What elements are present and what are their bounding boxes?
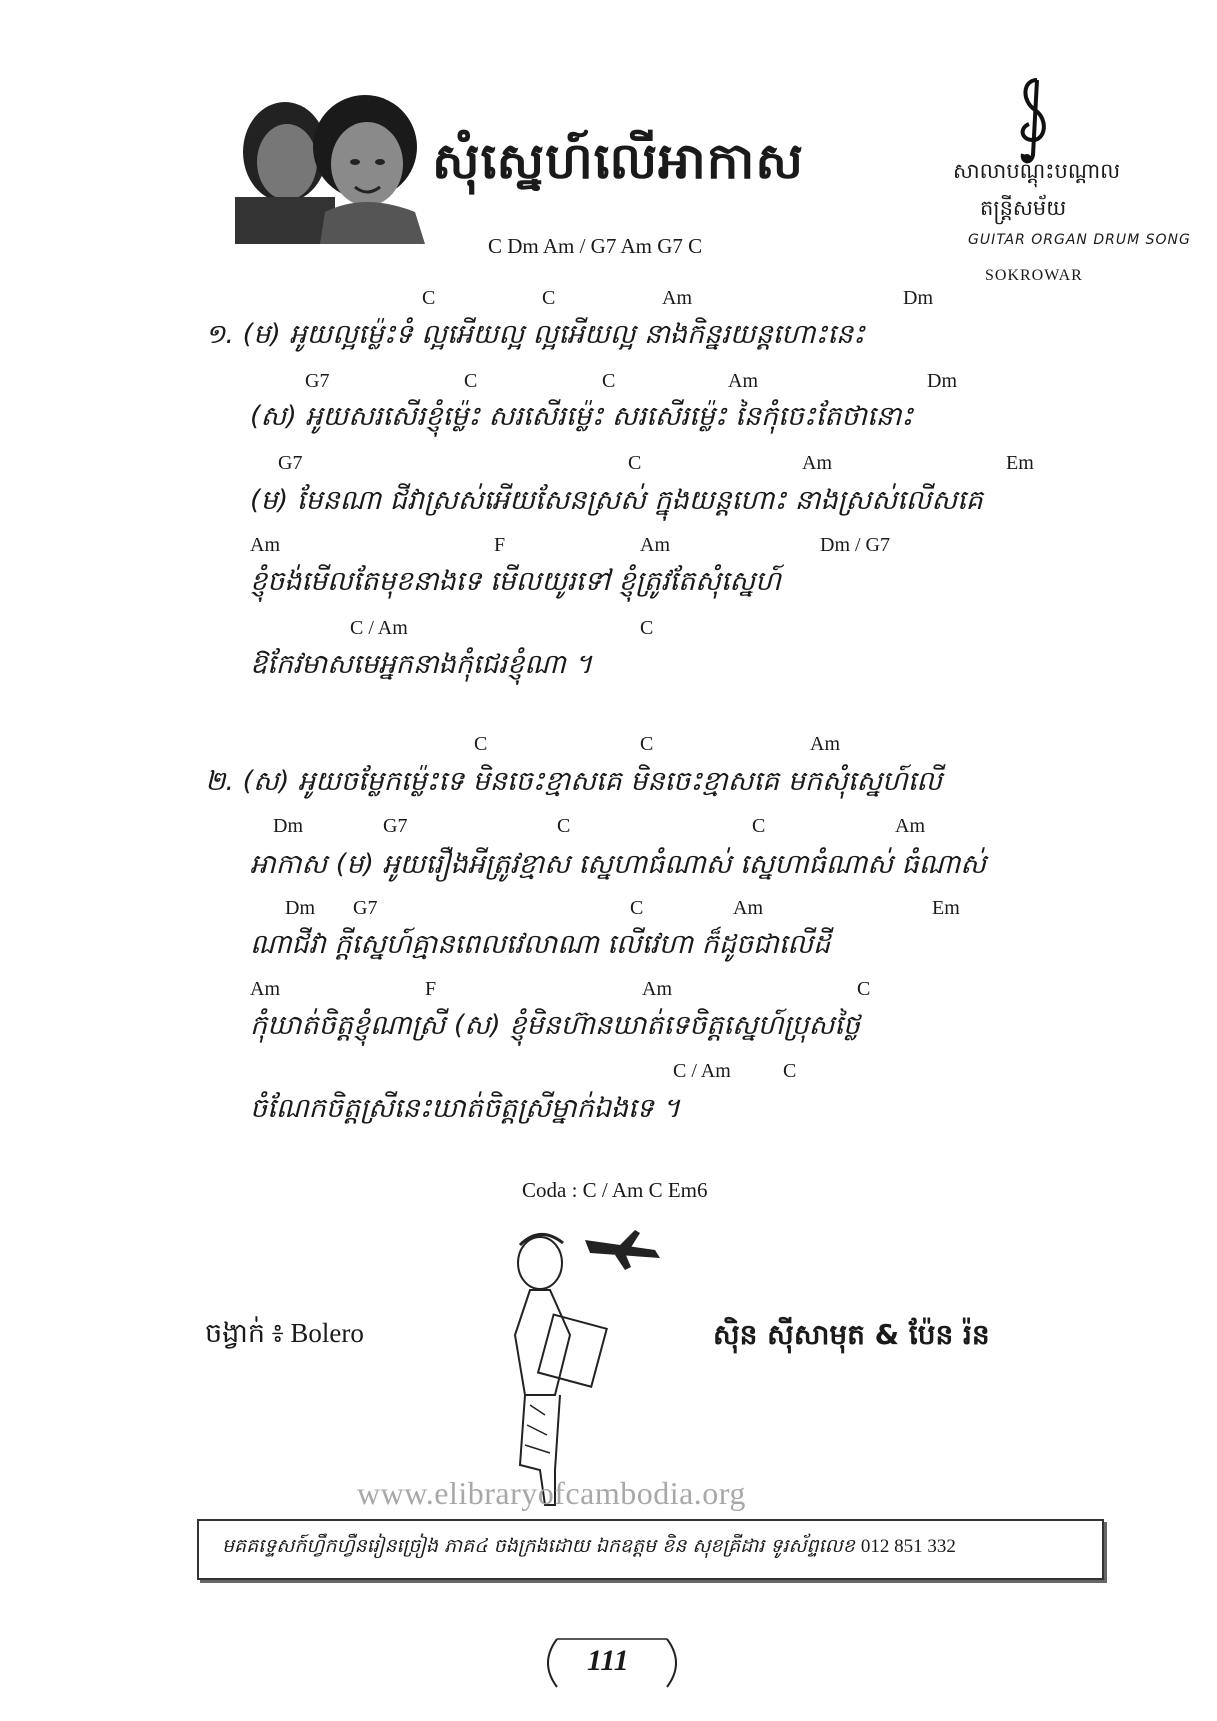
chord: Em [932, 897, 960, 919]
chord: Dm [273, 815, 303, 837]
lyric-line: អាកាស (ម) អូយរឿងអីត្រូវខ្មាស ស្នេហាធំណាស់ ស្នេហាធំណាស់ ធំណាស់ [250, 849, 986, 880]
intro-chords: C Dm Am / G7 Am G7 C [488, 234, 703, 258]
chord: C [752, 815, 766, 837]
chord: C [783, 1060, 797, 1082]
chord: G7 [305, 370, 330, 392]
lyric-line: ណាជីវា ក្តីស្នេហ៍គ្មានពេលវេលាណា លើវេហា ក៏ដូចជាលើដី [250, 929, 831, 960]
chord: C [464, 370, 478, 392]
chord: Am [728, 370, 758, 392]
chord: G7 [383, 815, 408, 837]
lyric-line: ខ្ញុំចង់មើលតែមុខនាងទេ មើលយូរទៅ ខ្ញុំត្រូវតែសុំស្នេហ៍ [250, 566, 781, 597]
chord: Am [250, 534, 280, 556]
coda-chords: Coda : C / Am C Em6 [522, 1178, 708, 1202]
chord: Am [810, 733, 840, 755]
logo-instrument-text: តន្ត្រីសម័យ [980, 196, 1067, 220]
chord: Em [1006, 452, 1034, 474]
lyric-line: ឱកែវមាសមេអ្នកនាងកុំជេរខ្ញុំណា ។ [250, 649, 593, 680]
chord: C [640, 617, 654, 639]
lyric-line: (ម) មែនណា ជីវាស្រស់អើយសែនស្រស់ ក្នុងយន្តហោះ នាងស្រស់លើសគេ [250, 485, 983, 516]
lyric-line: កុំឃាត់ចិត្តខ្ញុំណាស្រី (ស) ខ្ញុំមិនហ៊ានឃាត់ទេចិត្តស្នេហ៍ប្រុសថ្លៃ [250, 1010, 861, 1041]
chord: C [640, 733, 654, 755]
chord: C [422, 287, 436, 309]
chord: G7 [278, 452, 303, 474]
chord: Am [895, 815, 925, 837]
chord: Am [250, 978, 280, 1000]
chord: Dm / G7 [820, 534, 890, 556]
chord: C / Am [350, 617, 408, 639]
chord: F [494, 534, 506, 556]
logo-english-text: GUITAR ORGAN DRUM SONG [968, 232, 1191, 248]
authors: ស៊ិន ស៊ីសាមុត & ប៉ែន រ៉ន [713, 1318, 990, 1351]
footer-credit-text: មគគទ្ទេសក៍ហ្វឹកហ្វឺនរៀនច្រៀង ភាគ៤ ចងក្រងដោយ ឯកឧត្តម ខិន សុខគ្រីដារ ទូរស័ព្ទលេខ [222, 1535, 855, 1557]
chord: C [857, 978, 871, 1000]
chord: C [474, 733, 488, 755]
chord: Am [802, 452, 832, 474]
chord: C [628, 452, 642, 474]
lyric-line: ២. (ស) អូយចម្លែកម៉្លេះទេ មិនចេះខ្មាសគេ មិនចេះខ្មាសគេ មកសុំស្នេហ៍លើ [205, 766, 943, 797]
lyric-line: ចំណែកចិត្តស្រីនេះឃាត់ចិត្តស្រីម្នាក់ឯងទេ ។ [250, 1093, 681, 1124]
chord: C [630, 897, 644, 919]
chord: C / Am [673, 1060, 731, 1082]
footer-phone: 012 851 332 [860, 1536, 956, 1557]
chord: Dm [927, 370, 957, 392]
chord: Dm [285, 897, 315, 919]
chord: Dm [903, 287, 933, 309]
chord: C [602, 370, 616, 392]
stewardess-illustration [485, 1225, 665, 1515]
watermark: www.elibraryofcambodia.org [357, 1475, 746, 1511]
page-number: 111 [587, 1644, 629, 1677]
chord: C [557, 815, 571, 837]
logo-school-name: សាលាបណ្តុះបណ្តាល [953, 159, 1121, 183]
chord: Am [642, 978, 672, 1000]
chord: F [425, 978, 437, 1000]
chord: G7 [353, 897, 378, 919]
chord: C [542, 287, 556, 309]
chord: Am [662, 287, 692, 309]
singers-photo [215, 92, 435, 244]
footer-credit [222, 1534, 956, 1562]
rhythm-label: ចង្វាក់ ៖ Bolero [205, 1318, 364, 1348]
lyric-line: (ស) អូយសរសើរខ្ញុំម៉្លេះ សរសើរម៉្លេះ សរសើរម៉្លេះ នៃកុំចេះតែថានោះ [250, 401, 914, 432]
lyric-line: ១. (ម) អូយល្អម៉្លេះទំ ល្អអើយល្អ ល្អអើយល្អ នាងកិន្នរយន្តហោះនេះ [205, 319, 865, 350]
chord: Am [733, 897, 763, 919]
song-title: សុំស្នេហ៍លើអាកាស [432, 131, 804, 190]
logo-brand: SOKROWAR [985, 267, 1083, 284]
chord: Am [640, 534, 670, 556]
